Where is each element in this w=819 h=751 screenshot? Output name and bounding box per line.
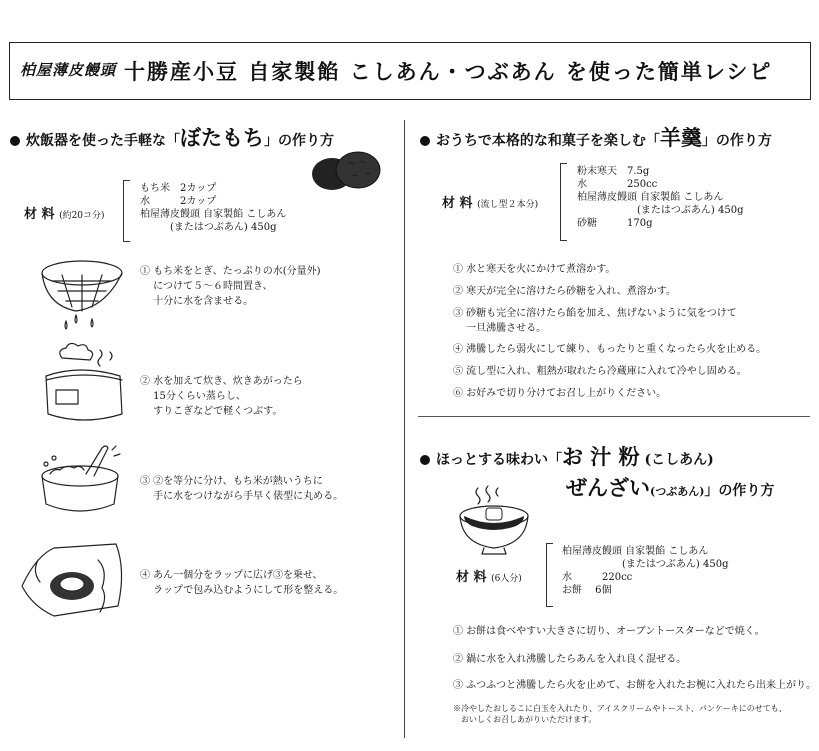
rice-strainer-icon (36, 255, 128, 333)
section-divider (418, 416, 810, 417)
shiruko-ingredients: 柏屋薄皮饅頭 自家製餡 こしあん (またはつぶあん) 450g 水 220cc お餅 6個 (562, 546, 729, 596)
botamochi-heading: 炊飯器を使った手軽な「ぼたもち」の作り方 (10, 122, 334, 152)
page-title: 十勝産小豆 自家製餡 こしあん・つぶあん を使った簡単レシピ (124, 59, 773, 84)
rice-cooker-icon (40, 340, 132, 430)
botamochi-illustration-icon (310, 150, 382, 192)
materials-bracket (560, 163, 567, 241)
bullet-icon (420, 136, 430, 146)
botamochi-step-1: ① もち米をとぎ、たっぷりの水(分量外) につけて５～６時間置き、 十分に水を含ませる。 (140, 266, 321, 307)
materials-bracket (123, 180, 130, 242)
yokan-ingredients: 粉末寒天 7.5g 水 250cc 柏屋薄皮饅頭 自家製餡 こしあん (またはつぶあん) 450g 砂糖 170g (577, 166, 744, 229)
shiruko-materials-label: 材 料 (6人分) (456, 570, 522, 585)
yokan-step-2: ② 寒天が完全に溶けたら砂糖を入れ、煮溶かす。 (453, 286, 676, 297)
shiruko-note: ※冷やしたおしるこに白玉を入れたり、アイスクリームやトースト、パンケーキにのせても、 おいしくお召しあがりいただけます。 (453, 704, 787, 724)
shiruko-heading-line1: ほっとする味わい「お 汁 粉 (こしあん) (420, 441, 714, 471)
shiruko-step-2: ② 鍋に水を入れ沸騰したらあんを入れ良く混ぜる。 (453, 654, 687, 665)
botamochi-ingredients: もち米 2カップ 水 2カップ 柏屋薄皮饅頭 自家製餡 こしあん (またはつぶあん) 450g (140, 183, 287, 233)
column-divider (404, 120, 405, 738)
yokan-step-3: ③ 砂糖も完全に溶けたら餡を加え、焦げないように気をつけて 一旦沸騰させる。 (453, 308, 737, 334)
yokan-step-4: ④ 沸騰したら弱火にして練り、もったりと重くなったら火を止める。 (453, 344, 767, 355)
wrapping-hand-icon (18, 540, 130, 620)
shiruko-step-1: ① お餅は食べやすい大きさに切り、オーブントースターなどで焼く。 (453, 626, 765, 637)
yokan-step-6: ⑥ お好みで切り分けてお召し上がりください。 (453, 388, 667, 399)
yokan-step-5: ⑤ 流し型に入れ、粗熱が取れたら冷蔵庫に入れて冷やし固める。 (453, 366, 747, 377)
botamochi-step-3: ③ ②を等分に分け、もち米が熱いうちに 手に水をつけながら手早く俵型に丸める。 (140, 476, 344, 502)
brand-logo: 柏屋薄皮饅頭 (20, 61, 117, 79)
botamochi-step-4: ④ あん一個分をラップに広げ③を乗せ、 ラップで包み込むようにして形を整える。 (140, 570, 344, 596)
yokan-heading: おうちで本格的な和菓子を楽しむ「羊羹」の作り方 (420, 122, 772, 152)
materials-bracket (546, 543, 553, 607)
yokan-step-1: ① 水と寒天を火にかけて煮溶かす。 (453, 264, 616, 275)
bullet-icon (420, 455, 430, 465)
bullet-icon (10, 136, 20, 146)
shiruko-heading-line2: ぜんざい(つぶあん)」の作り方 (566, 475, 775, 500)
shiruko-step-3: ③ ふつふつと沸騰したら火を止めて、お餅を入れたお椀に入れたら出来上がり。 (453, 680, 816, 691)
rice-bowl-hand-icon (36, 440, 132, 520)
botamochi-step-2: ② 水を加えて炊き、炊きあがったら 15分くらい蒸らし、 すりこぎなどで軽くつぶす。 (140, 376, 303, 417)
botamochi-materials-label: 材 料 (約20コ分) (24, 207, 105, 222)
yokan-materials-label: 材 料 (流し型２本分) (442, 196, 539, 211)
shiruko-bowl-icon (456, 478, 536, 558)
